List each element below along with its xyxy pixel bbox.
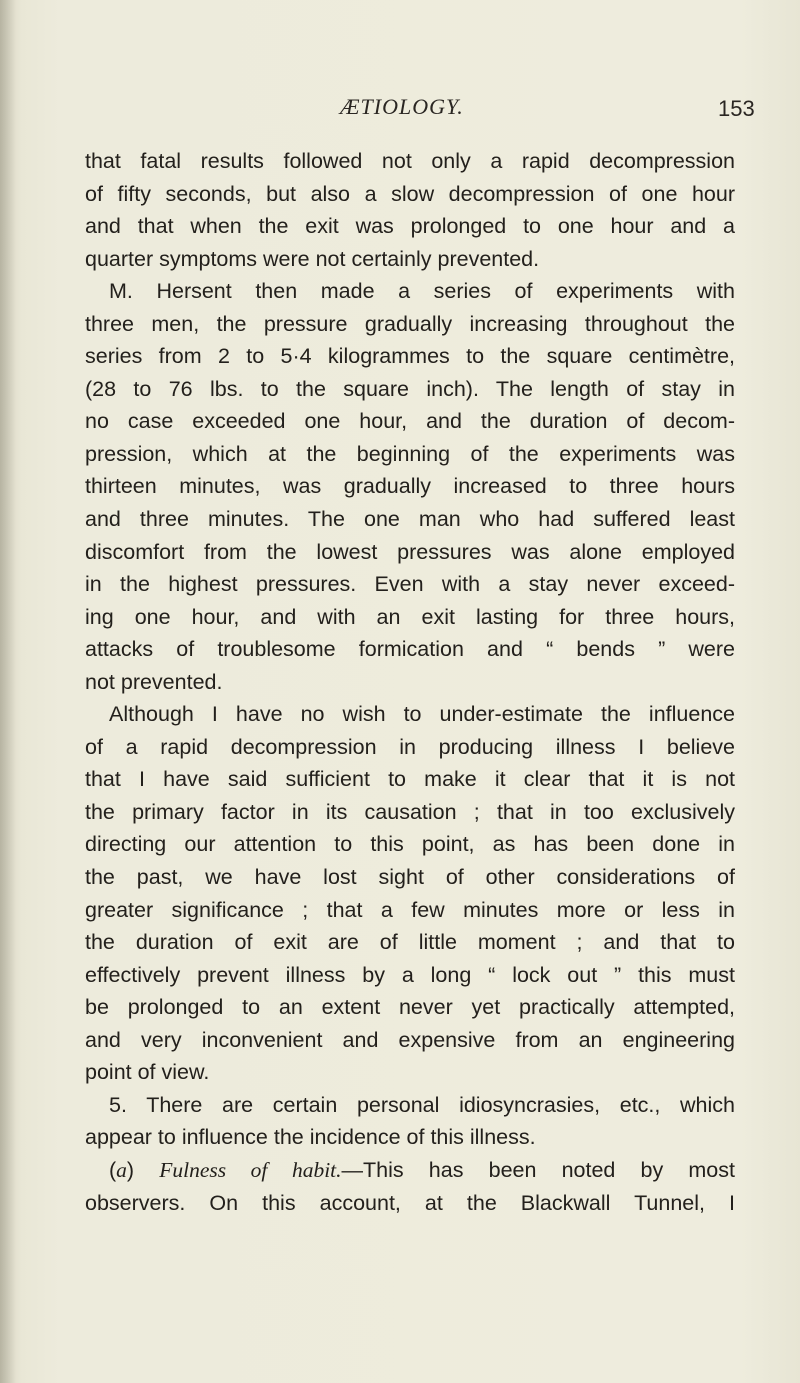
running-head: ÆTIOLOGY. (340, 94, 464, 119)
text-line: no case exceeded one hour, and the duration of decom- (85, 409, 735, 434)
text-line: and three minutes. The one man who had suffered least (85, 507, 735, 532)
text-line: greater significance ; that a few minutes more or less in (85, 897, 735, 922)
paragraph-start-line: Although I have no wish to under-estimate the influence (109, 702, 735, 727)
body-text (85, 145, 735, 1219)
text-line: point of view. (85, 1060, 210, 1085)
text-line: series from 2 to 5·4 kilogrammes to the square centimètre, (85, 344, 735, 369)
text-line: directing our attention to this point, as has been done in (85, 832, 735, 857)
text-line: that I have said sufficient to make it clear that it is not (85, 767, 735, 792)
open-paren: ( (109, 1157, 117, 1182)
text-line: the past, we have lost sight of other considerations of (85, 865, 735, 890)
text-line: effectively prevent illness by a long “ lock out ” this must (85, 962, 735, 987)
text-line: ing one hour, and with an exit lasting for three hours, (85, 604, 735, 629)
text-line: and that when the exit was prolonged to one hour and a (85, 214, 735, 239)
text-line: the primary factor in its causation ; that in too exclusively (85, 799, 735, 824)
subsection-heading: Fulness of habit. (159, 1157, 342, 1182)
close-paren: ) (126, 1157, 135, 1182)
text-line: thirteen minutes, was gradually increased to three hours (85, 474, 735, 499)
text-line: of fifty seconds, but also a slow decompression of one hour (85, 181, 735, 206)
subsection-line (85, 1154, 735, 1187)
page-number: 153 (718, 96, 755, 121)
text-line: pression, which at the beginning of the experiments was (85, 441, 735, 466)
text-line: not prevented. (85, 669, 223, 694)
text-line: that fatal results followed not only a rapid decompression (85, 149, 735, 173)
text-line: the duration of exit are of little moment ; and that to (85, 930, 735, 955)
paragraph-start-line: M. Hersent then made a series of experiments with (109, 279, 735, 304)
text-line: and very inconvenient and expensive from an engineering (85, 1027, 735, 1052)
text-line: appear to influence the incidence of this illness. (85, 1125, 536, 1150)
paragraph-start-line: 5. There are certain personal idiosyncrasies, etc., which (109, 1092, 735, 1117)
text-line: attacks of troublesome formication and “ bends ” were (85, 637, 735, 662)
binding-gutter-shadow (0, 0, 16, 1383)
subsection-text: —This has been noted by most (341, 1157, 735, 1182)
text-line: quarter symptoms were not certainly prevented. (85, 246, 540, 271)
text-line: of a rapid decompression in producing illness I believe (85, 734, 735, 759)
text-line: discomfort from the lowest pressures was alone employed (85, 539, 735, 564)
item-letter: a (116, 1157, 127, 1182)
text-line: three men, the pressure gradually increasing throughout the (85, 311, 735, 336)
text-line: (28 to 76 lbs. to the square inch). The length of stay in (85, 376, 735, 401)
text-line: be prolonged to an extent never yet practically attempted, (85, 995, 735, 1020)
text-line: observers. On this account, at the Blackwall Tunnel, I (85, 1190, 735, 1215)
text-line: in the highest pressures. Even with a stay never exceed- (85, 572, 735, 597)
